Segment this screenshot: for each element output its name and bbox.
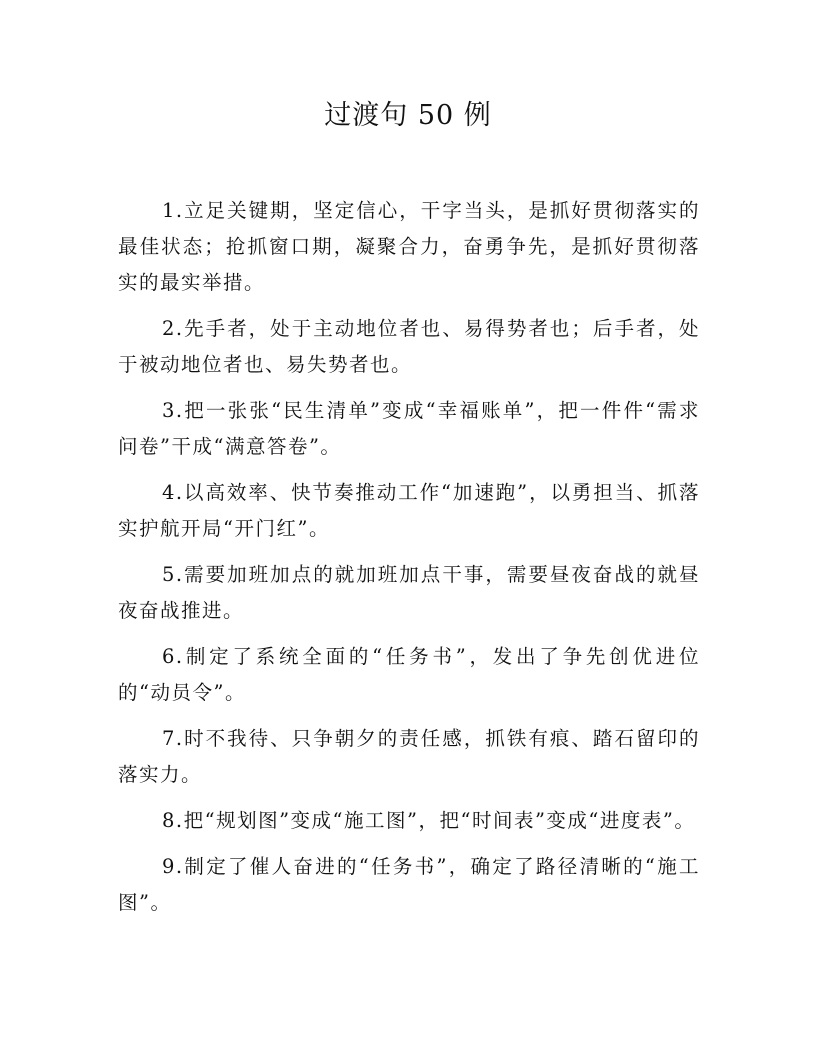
document-body	[118, 193, 700, 931]
paragraph-4: 4.以高效率、快节奏推动工作“加速跑”，以勇担当、抓落实护航开局“开门红”。	[118, 481, 700, 540]
paragraph-8: 8.把“规划图”变成“施工图”，把“时间表”变成“进度表”。	[162, 809, 696, 832]
paragraph-9: 9.制定了催人奋进的“任务书”，确定了路径清晰的“施工图”。	[118, 855, 700, 914]
paragraph-6: 6.制定了系统全面的“任务书”，发出了争先创优进位的“动员令”。	[118, 645, 700, 704]
document-title: 过渡句 50 例	[324, 100, 492, 131]
paragraph-7: 7.时不我待、只争朝夕的责任感，抓铁有痕、踏石留印的落实力。	[118, 727, 700, 786]
paragraph-2: 2.先手者，处于主动地位者也、易得势者也；后手者，处于被动地位者也、易失势者也。	[118, 317, 700, 376]
paragraph-5: 5.需要加班加点的就加班加点干事，需要昼夜奋战的就昼夜奋战推进。	[118, 563, 700, 622]
paragraph-1: 1.立足关键期，坚定信心，干字当头，是抓好贯彻落实的最佳状态；抢抓窗口期，凝聚合力，奋勇争先，是抓好贯彻落实的最实举措。	[118, 199, 700, 294]
paragraph-3: 3.把一张张“民生清单”变成“幸福账单”，把一件件“需求问卷”干成“满意答卷”。	[118, 399, 700, 458]
